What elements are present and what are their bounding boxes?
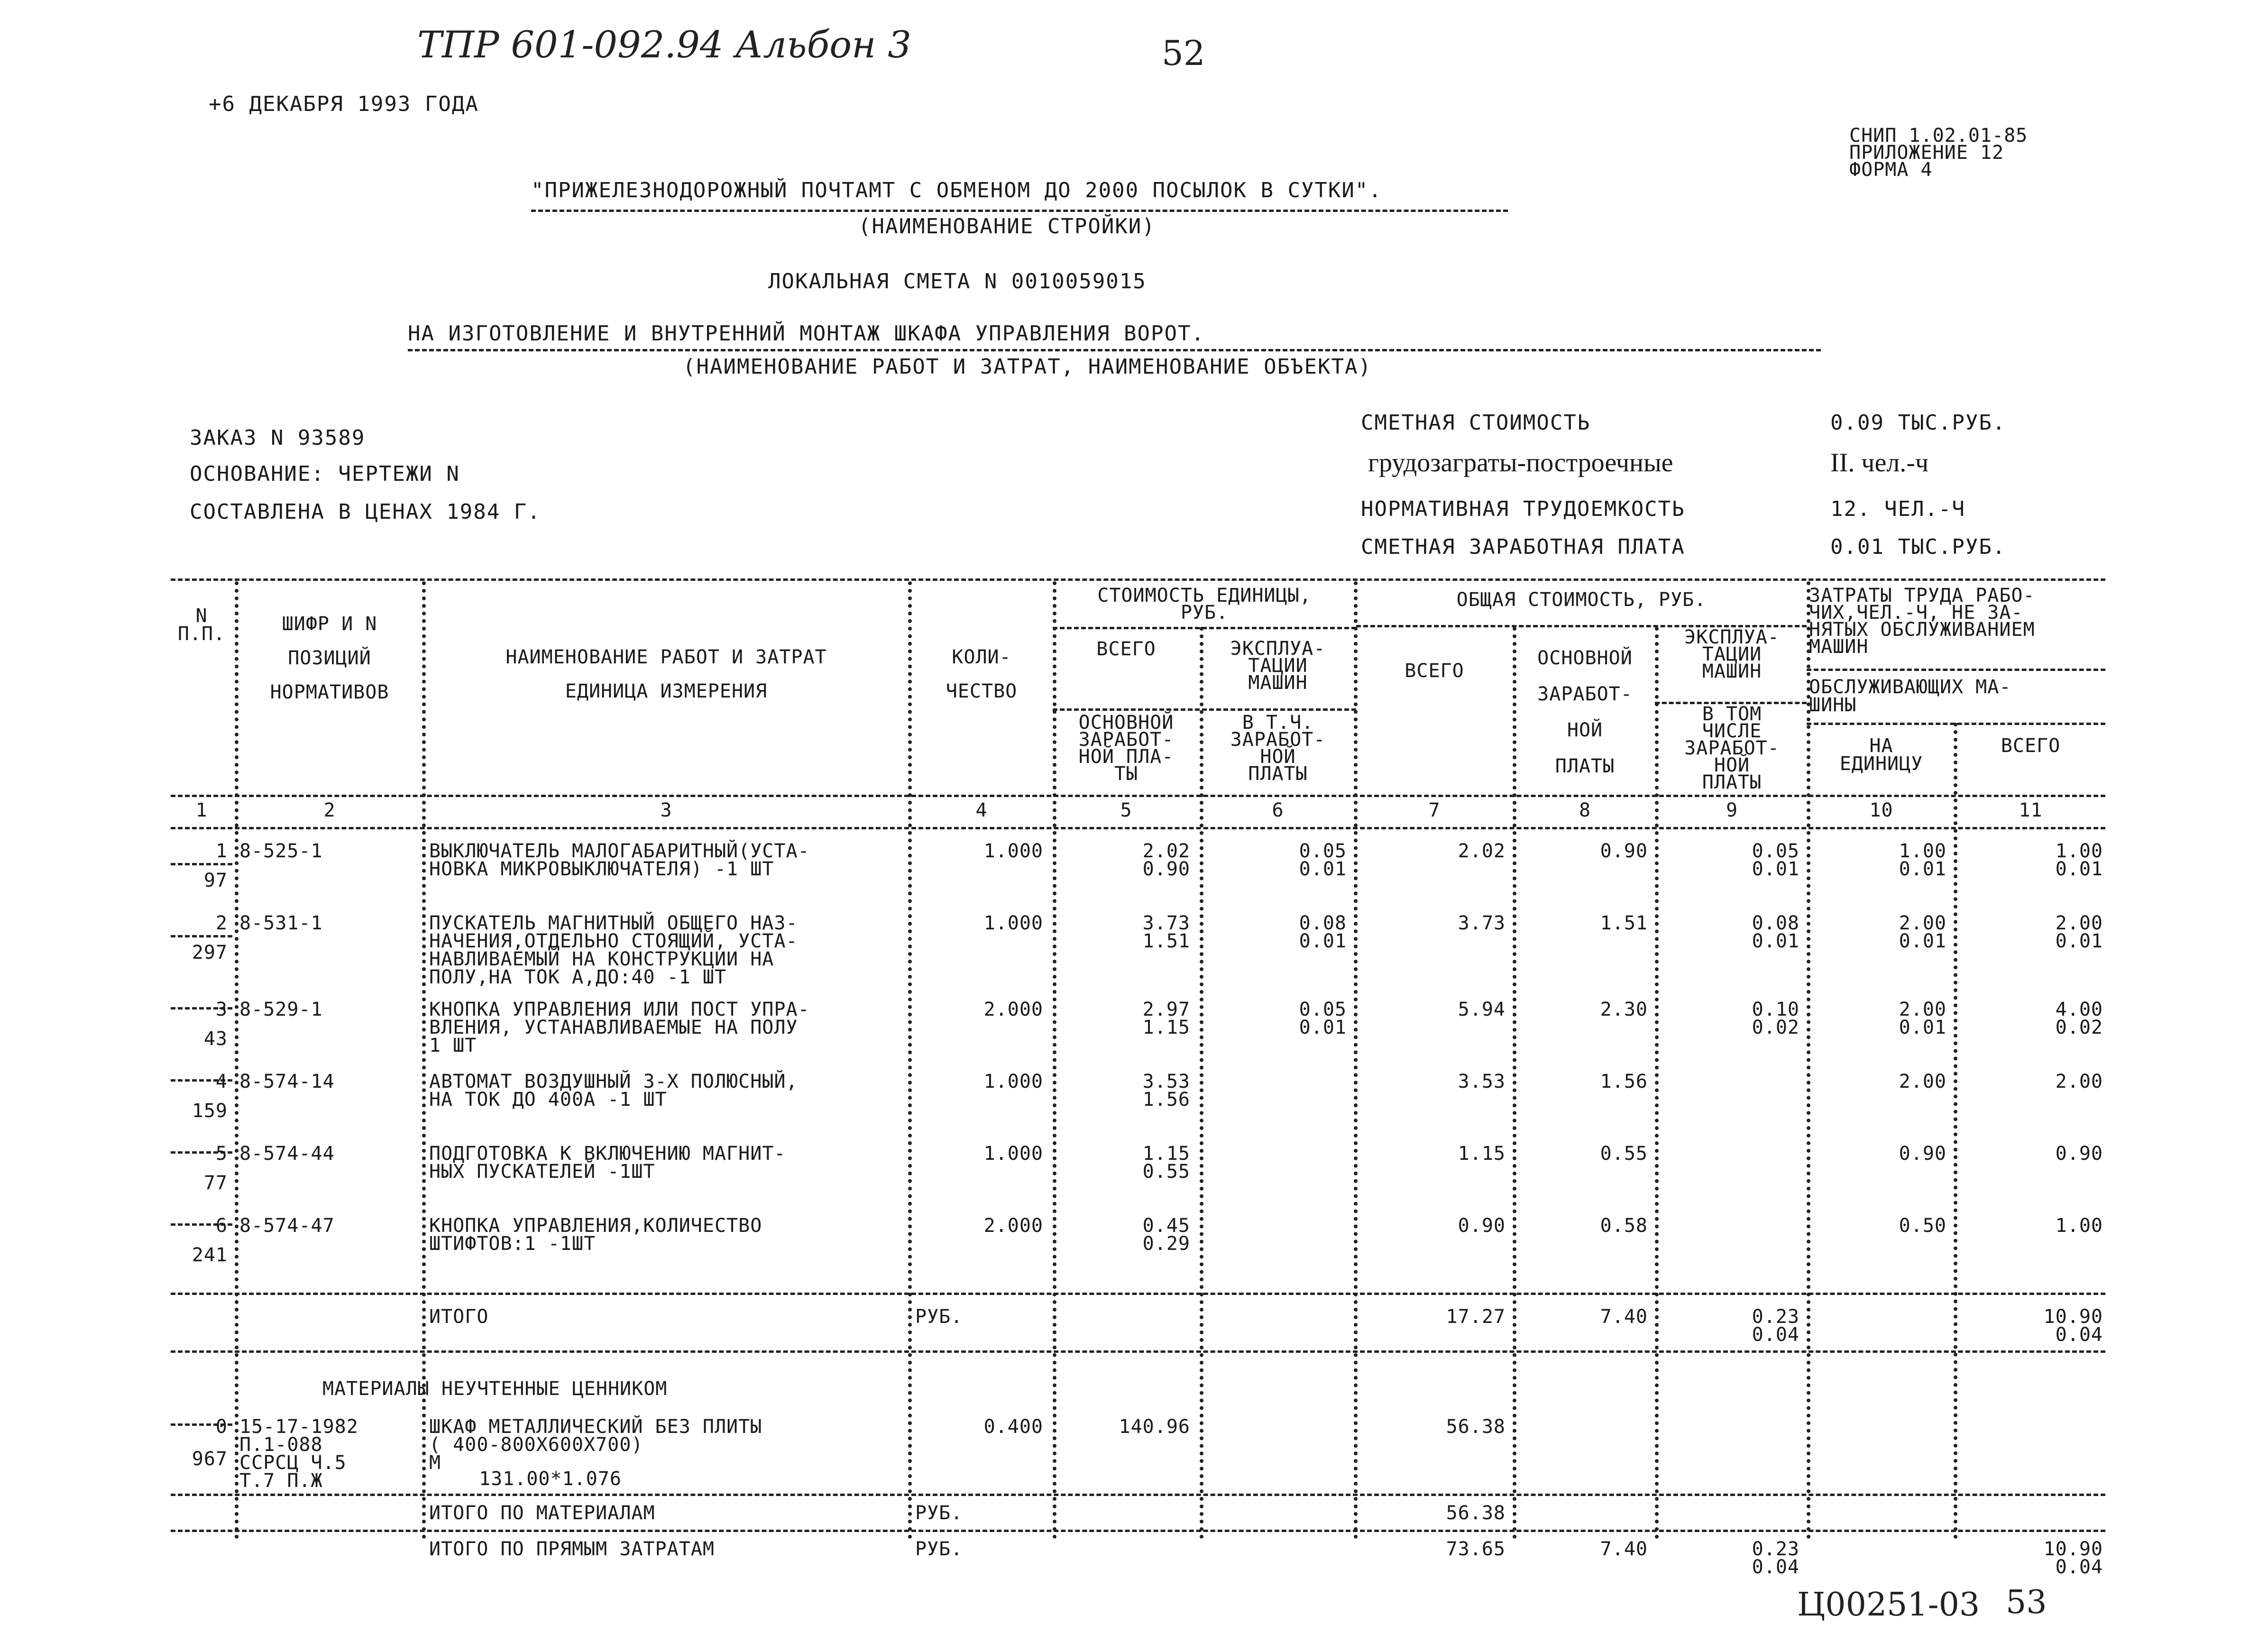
subtotal-label: ИТОГО ПО МАТЕРИАЛАМ bbox=[429, 1502, 655, 1524]
row-wages: 2.30 bbox=[1600, 999, 1648, 1020]
subtotal-sum: 56.38 bbox=[1446, 1502, 1506, 1524]
row-rule bbox=[171, 863, 232, 865]
basis: ОСНОВАНИЕ: ЧЕРТЕЖИ N bbox=[190, 462, 460, 486]
header-cell: ВСЕГО bbox=[1405, 660, 1464, 682]
album-reference: ТПР 601-092.94 Альбон 3 bbox=[417, 24, 911, 66]
meta-label: грудозаграты-построечные bbox=[1368, 448, 1673, 477]
header-cell: ОБСЛУЖИВАЮЩИХ МА- ШИНЫ bbox=[1809, 676, 2011, 716]
row-name: ПОДГОТОВКА К ВКЛЮЧЕНИЮ МАГНИТ- НЫХ ПУСКАТЕЛЕЙ -1ШТ bbox=[429, 1143, 786, 1183]
column-number: 10 bbox=[1869, 799, 1893, 821]
header-cell: В Т.Ч. ЗАРАБОТ- НОЙ ПЛАТЫ bbox=[1230, 712, 1326, 785]
row-code: 8-574-47 bbox=[239, 1215, 335, 1237]
row-labor-total: 4.00 0.02 bbox=[2055, 999, 2103, 1038]
row-code: 8-574-14 bbox=[239, 1071, 335, 1092]
row-sub: 77 bbox=[203, 1172, 228, 1194]
row-wages: 1.51 bbox=[1600, 912, 1648, 934]
page-number: 52 bbox=[1162, 33, 1205, 73]
footer-page-number: 53 bbox=[2006, 1584, 2047, 1621]
row-labor-total: 1.00 bbox=[2055, 1215, 2103, 1237]
price-base: СОСТАВЛЕНА В ЦЕНАХ 1984 Г. bbox=[190, 500, 541, 524]
total-label: ИТОГО bbox=[429, 1306, 489, 1328]
row-machines: 0.08 0.01 bbox=[1752, 912, 1800, 952]
row-machines: 0.05 0.01 bbox=[1752, 840, 1800, 880]
construction-name: "ПРИЖЕЛЕЗНОДОРОЖНЫЙ ПОЧТАМТ С ОБМЕНОМ ДО 2000 ПОСЫЛОК В СУТКИ". bbox=[531, 178, 1382, 202]
row-number: 0 bbox=[215, 1416, 228, 1438]
header-cell: ЭКСПЛУА- ТАЦИИ МАШИН bbox=[1230, 638, 1326, 694]
column-number: 4 bbox=[975, 799, 988, 821]
row-labor-total: 2.00 bbox=[2055, 1071, 2103, 1092]
row-code: 8-525-1 bbox=[239, 840, 323, 862]
row-number: 3 bbox=[215, 999, 228, 1020]
row-qty: 0.400 bbox=[983, 1416, 1043, 1438]
row-labor-unit: 2.00 0.01 bbox=[1899, 912, 1947, 952]
column-rule bbox=[1354, 581, 1358, 1539]
total-wages: 7.40 bbox=[1600, 1306, 1648, 1328]
row-qty: 1.000 bbox=[983, 1071, 1043, 1092]
column-number: 1 bbox=[195, 799, 208, 821]
row-sub: 967 bbox=[192, 1448, 228, 1470]
row-qty: 2.000 bbox=[983, 999, 1043, 1020]
snip-code: СНИП 1.02.01-85 bbox=[1849, 125, 2028, 147]
direct-unit: РУБ. bbox=[915, 1538, 963, 1560]
row-total: 5.94 bbox=[1458, 999, 1506, 1020]
header-cell: ШИФР И N ПОЗИЦИЙ НОРМАТИВОВ bbox=[270, 613, 389, 703]
row-labor-total: 2.00 0.01 bbox=[2055, 912, 2103, 952]
header-cell: ОБЩАЯ СТОИМОСТЬ, РУБ. bbox=[1456, 589, 1707, 611]
row-labor-unit: 2.00 bbox=[1899, 1071, 1947, 1092]
row-qty: 1.000 bbox=[983, 912, 1043, 934]
row-unit-total: 3.73 1.51 bbox=[1142, 912, 1190, 952]
row-sub: 97 bbox=[203, 870, 228, 891]
direct-wages: 7.40 bbox=[1600, 1538, 1648, 1560]
row-number: 6 bbox=[215, 1215, 228, 1237]
total-labor: 10.90 0.04 bbox=[2043, 1306, 2103, 1346]
row-wages: 0.90 bbox=[1600, 840, 1648, 862]
direct-label: ИТОГО ПО ПРЯМЫМ ЗАТРАТАМ bbox=[429, 1538, 715, 1560]
row-unit-total: 2.97 1.15 bbox=[1142, 999, 1190, 1038]
header-cell: ВСЕГО bbox=[2001, 735, 2061, 757]
row-unit-total: 1.15 0.55 bbox=[1142, 1143, 1190, 1183]
row-formula: 131.00*1.076 bbox=[479, 1468, 622, 1490]
row-number: 2 bbox=[215, 912, 228, 934]
row-labor-unit: 2.00 0.01 bbox=[1899, 999, 1947, 1038]
row-total: 3.73 bbox=[1458, 912, 1506, 934]
row-code: 8-529-1 bbox=[239, 999, 323, 1020]
row-total: 1.15 bbox=[1458, 1143, 1506, 1165]
table-rule bbox=[171, 1494, 2105, 1496]
row-code: 8-531-1 bbox=[239, 912, 323, 934]
order-number: ЗАКАЗ N 93589 bbox=[190, 426, 366, 450]
row-name: ПУСКАТЕЛЬ МАГНИТНЫЙ ОБЩЕГО НАЗ- НАЧЕНИЯ,ОТДЕЛЬНО СТОЯЩИЙ, УСТА- НАВЛИВАЕМЫЙ НА КОНСТРУКЦИИ НА ПОЛУ,НА ТОК А,ДО:40 -1 ШТ bbox=[429, 912, 798, 988]
construction-caption: (НАИМЕНОВАНИЕ СТРОЙКИ) bbox=[858, 214, 1156, 239]
header-cell: НА ЕДИНИЦУ bbox=[1839, 735, 1923, 775]
header-cell: ЗАТРАТЫ ТРУДА РАБО- ЧИХ,ЧЕЛ.-Ч, НЕ ЗА- НЯТЫХ ОБСЛУЖИВАНИЕМ МАШИН bbox=[1809, 585, 2035, 658]
row-labor-unit: 1.00 0.01 bbox=[1899, 840, 1947, 880]
row-code: 8-574-44 bbox=[239, 1143, 335, 1165]
subtotal-unit: РУБ. bbox=[915, 1502, 963, 1524]
row-unit-total: 2.02 0.90 bbox=[1142, 840, 1190, 880]
row-unit-total: 0.45 0.29 bbox=[1142, 1215, 1190, 1255]
total-unit: РУБ. bbox=[915, 1306, 963, 1328]
materials-heading: МАТЕРИАЛЫ НЕУЧТЕННЫЕ ЦЕННИКОМ bbox=[322, 1378, 668, 1400]
row-machines: 0.10 0.02 bbox=[1752, 999, 1800, 1038]
work-name: НА ИЗГОТОВЛЕНИЕ И ВНУТРЕННИЙ МОНТАЖ ШКАФА УПРАВЛЕНИЯ ВОРОТ. bbox=[408, 321, 1205, 346]
total-sum: 17.27 bbox=[1446, 1306, 1506, 1328]
row-name: АВТОМАТ ВОЗДУШНЫЙ 3-Х ПОЛЮСНЫЙ, НА ТОК ДО 400А -1 ШТ bbox=[429, 1071, 798, 1111]
row-sub: 297 bbox=[192, 942, 228, 964]
table-rule bbox=[1807, 669, 2105, 671]
row-name: КНОПКА УПРАВЛЕНИЯ,КОЛИЧЕСТВО ШТИФТОВ:1 -1ШТ bbox=[429, 1215, 762, 1255]
row-wages: 1.56 bbox=[1600, 1071, 1648, 1092]
row-sub: 43 bbox=[203, 1028, 228, 1050]
divider bbox=[408, 349, 1821, 351]
appendix: ПРИЛОЖЕНИЕ 12 bbox=[1849, 142, 2004, 164]
total-machines: 0.23 0.04 bbox=[1752, 1306, 1800, 1346]
date: +6 ДЕКАБРЯ 1993 ГОДА bbox=[209, 92, 479, 116]
meta-value: 0.01 ТЫС.РУБ. bbox=[1830, 535, 2006, 559]
table-rule bbox=[171, 827, 2105, 829]
direct-machines: 0.23 0.04 bbox=[1752, 1538, 1800, 1578]
table-rule bbox=[171, 578, 2105, 581]
row-wages: 0.58 bbox=[1600, 1215, 1648, 1237]
column-number: 11 bbox=[2019, 799, 2043, 821]
header-cell: ВСЕГО bbox=[1096, 638, 1156, 660]
header-cell: ОСНОВНОЙ ЗАРАБОТ- НОЙ ПЛА- ТЫ bbox=[1078, 712, 1174, 785]
column-number: 5 bbox=[1120, 799, 1132, 821]
table-rule bbox=[1053, 708, 1356, 711]
table-rule bbox=[171, 1350, 2105, 1353]
column-number: 3 bbox=[660, 799, 672, 821]
row-unit-machines: 0.08 0.01 bbox=[1299, 912, 1347, 952]
row-total: 56.38 bbox=[1446, 1416, 1506, 1438]
row-unit-machines: 0.05 0.01 bbox=[1299, 840, 1347, 880]
row-labor-unit: 0.90 bbox=[1899, 1143, 1947, 1165]
direct-labor: 10.90 0.04 bbox=[2043, 1538, 2103, 1578]
meta-value: 12. ЧЕЛ.-Ч bbox=[1830, 497, 1965, 521]
column-rule bbox=[235, 581, 239, 1539]
estimate-title: ЛОКАЛЬНАЯ СМЕТА N 0010059015 bbox=[768, 269, 1147, 294]
direct-sum: 73.65 bbox=[1446, 1538, 1506, 1560]
row-rule bbox=[171, 935, 232, 937]
form: ФОРМА 4 bbox=[1849, 159, 1933, 181]
meta-label: СМЕТНАЯ ЗАРАБОТНАЯ ПЛАТА bbox=[1361, 535, 1685, 559]
header-cell: КОЛИ- ЧЕСТВО bbox=[946, 646, 1018, 702]
row-number: 1 bbox=[215, 840, 228, 862]
document-stamp: Ц00251-03 bbox=[1797, 1586, 1980, 1624]
row-labor-total: 0.90 bbox=[2055, 1143, 2103, 1165]
meta-value: II. чел.-ч bbox=[1830, 448, 1929, 477]
header-cell: ОСНОВНОЙ ЗАРАБОТ- НОЙ ПЛАТЫ bbox=[1537, 647, 1633, 777]
column-number: 6 bbox=[1272, 799, 1284, 821]
header-cell: СТОИМОСТЬ ЕДИНИЦЫ, РУБ. bbox=[1097, 585, 1312, 624]
meta-label: НОРМАТИВНАЯ ТРУДОЕМКОСТЬ bbox=[1361, 497, 1685, 521]
row-total: 0.90 bbox=[1458, 1215, 1506, 1237]
column-number: 8 bbox=[1579, 799, 1591, 821]
row-sub: 159 bbox=[192, 1100, 228, 1122]
header-cell: НАИМЕНОВАНИЕ РАБОТ И ЗАТРАТ ЕДИНИЦА ИЗМЕРЕНИЯ bbox=[505, 646, 827, 702]
header-cell: ЭКСПЛУА- ТАЦИИ МАШИН bbox=[1684, 626, 1780, 682]
row-qty: 1.000 bbox=[983, 1143, 1043, 1165]
column-number: 9 bbox=[1726, 799, 1738, 821]
divider bbox=[531, 210, 1508, 212]
column-number: 2 bbox=[323, 799, 336, 821]
header-cell: В ТОМ ЧИСЛЕ ЗАРАБОТ- НОЙ ПЛАТЫ bbox=[1684, 703, 1780, 793]
table-rule bbox=[171, 1293, 2105, 1295]
table-rule bbox=[171, 795, 2105, 797]
column-number: 7 bbox=[1428, 799, 1441, 821]
row-sub: 241 bbox=[192, 1244, 228, 1266]
row-unit-total: 3.53 1.56 bbox=[1142, 1071, 1190, 1111]
meta-label: СМЕТНАЯ СТОИМОСТЬ bbox=[1361, 411, 1591, 435]
row-unit-machines: 0.05 0.01 bbox=[1299, 999, 1347, 1038]
row-total: 3.53 bbox=[1458, 1071, 1506, 1092]
row-wages: 0.55 bbox=[1600, 1143, 1648, 1165]
row-qty: 2.000 bbox=[983, 1215, 1043, 1237]
header-cell: N П.П. bbox=[177, 605, 226, 645]
row-total: 2.02 bbox=[1458, 840, 1506, 862]
row-number: 4 bbox=[215, 1071, 228, 1092]
row-name: ШКАФ МЕТАЛЛИЧЕСКИЙ БЕЗ ПЛИТЫ ( 400-800Х600Х700) М bbox=[429, 1416, 762, 1474]
column-rule bbox=[1807, 581, 1810, 1539]
row-name: ВЫКЛЮЧАТЕЛЬ МАЛОГАБАРИТНЫЙ(УСТА- НОВКА МИКРОВЫКЛЮЧАТЕЛЯ) -1 ШТ bbox=[429, 840, 810, 880]
row-labor-total: 1.00 0.01 bbox=[2055, 840, 2103, 880]
work-caption: (НАИМЕНОВАНИЕ РАБОТ И ЗАТРАТ, НАИМЕНОВАНИЕ ОБЪЕКТА) bbox=[683, 355, 1372, 379]
row-number: 5 bbox=[215, 1143, 228, 1165]
row-unit-total: 140.96 bbox=[1119, 1416, 1190, 1438]
row-labor-unit: 0.50 bbox=[1899, 1215, 1947, 1237]
column-rule bbox=[908, 581, 912, 1539]
meta-value: 0.09 ТЫС.РУБ. bbox=[1830, 411, 2006, 435]
table-rule bbox=[171, 1530, 2105, 1532]
row-name: КНОПКА УПРАВЛЕНИЯ ИЛИ ПОСТ УПРА- ВЛЕНИЯ, УСТАНАВЛИВАЕМЫЕ НА ПОЛУ 1 ШТ bbox=[429, 999, 810, 1056]
row-qty: 1.000 bbox=[983, 840, 1043, 862]
row-code: 15-17-1982 П.1-088 ССРСЦ Ч.5 Т.7 П.Ж bbox=[239, 1416, 358, 1492]
table-rule bbox=[1053, 627, 1356, 629]
